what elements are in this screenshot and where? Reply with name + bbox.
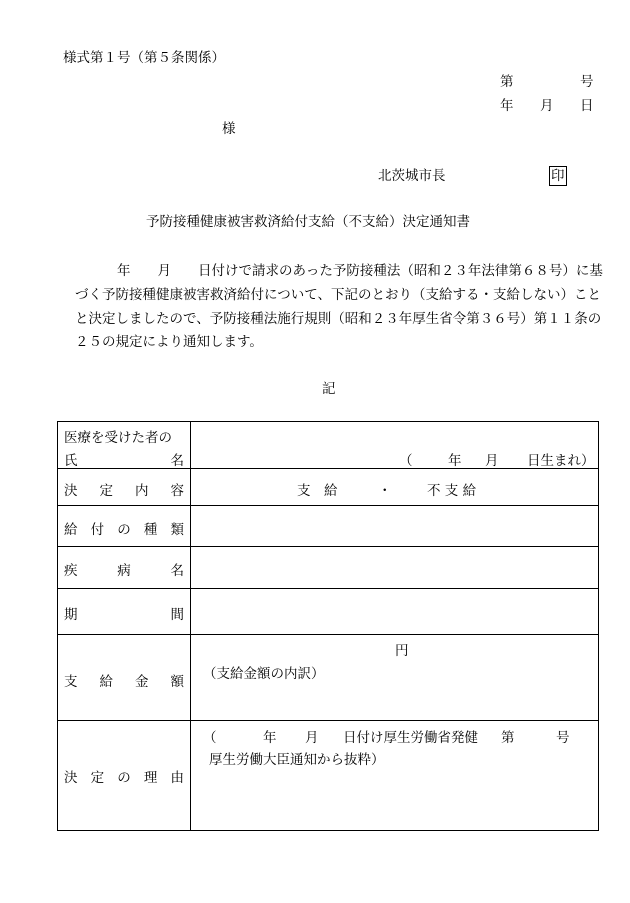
label-amount-chars [58,635,190,690]
row-period [58,589,599,635]
label-benefit-c1: 給 [64,522,78,538]
birth-month: 月 [485,453,499,469]
label-reason-chars [58,721,190,786]
label-amount-c2: 給 [99,674,113,690]
label-period-c2: 間 [170,607,184,623]
label-patient-line2b: 名 [170,453,184,469]
form-number: 様式第１号（第５条関係） [63,50,225,66]
body-line-1: 年 月 日付けで請求のあった予防接種法（昭和２３年法律第６８号）に基 [117,263,603,279]
document-title: 予防接種健康被害救済給付支給（不支給）決定通知書 [146,214,470,230]
value-disease [191,547,599,589]
doc-number-suffix: 号 [580,74,594,90]
reason-line2: 厚生労働大臣通知から抜粋） [209,752,385,768]
row-decision [58,469,599,506]
label-amount-c1: 支 [64,674,78,690]
decision-nopay: 不 支 給 [427,483,477,499]
value-decision [191,469,599,506]
value-reason [191,721,599,831]
addressee-suffix: 様 [222,121,236,137]
decision-separator: ・ [378,483,392,499]
body-line-4: ２５の規定により通知します。 [75,334,263,350]
label-amount-c4: 額 [170,674,184,690]
row-reason [58,721,599,831]
value-patient [191,422,599,469]
reason-go: 号 [556,730,570,746]
seal-text: 印 [551,168,565,184]
ki-heading: 記 [322,381,336,397]
label-benefit-c4: 種 [143,522,158,538]
record-table [57,421,599,831]
label-reason-c3: の [117,770,131,786]
label-benefit-type-chars [58,506,190,538]
decision-pay: 支 給 [297,483,338,499]
label-disease-chars [58,547,190,579]
issuer-name: 北茨城市長 [378,168,446,184]
body-line-2: づく予防接種健康被害救済給付について、下記のとおり（支給する・支給しない）こと [75,287,601,303]
row-disease [58,547,599,589]
row-amount [58,635,599,721]
value-amount [191,635,599,721]
label-benefit-c5: 類 [170,522,184,538]
label-decision-c4: 容 [170,483,184,499]
birth-suffix: 日生まれ） [527,453,595,469]
reason-notice: 日付け厚生労働省発健 [343,730,478,746]
value-benefit-type [191,506,599,547]
date-month: 月 [540,98,554,114]
label-benefit-c3: の [117,522,131,538]
label-period-chars [58,589,190,623]
birth-year: 年 [448,453,462,469]
label-amount [58,635,191,721]
label-patient-line1: 医療を受けた者の [64,430,172,446]
row-benefit-type [58,506,599,547]
label-decision-c2: 定 [99,483,113,499]
label-benefit-c2: 付 [90,522,105,538]
date-day: 日 [580,98,594,114]
doc-number-prefix: 第 [500,74,514,90]
reason-month: 月 [305,730,319,746]
row-patient [58,422,599,469]
label-amount-c3: 金 [135,674,149,690]
date-year: 年 [500,98,514,114]
seal-mark [549,166,567,186]
label-decision-chars [58,469,190,499]
label-disease-c2: 病 [117,563,131,579]
reason-open: （ [203,730,217,746]
label-benefit-type [58,506,191,547]
amount-breakdown: （支給金額の内訳） [203,666,325,682]
label-reason-c1: 決 [64,770,78,786]
body-line-3: と決定しましたので、予防接種法施行規則（昭和２３年厚生省令第３６号）第１１条の [75,311,602,327]
label-reason-c5: 由 [170,770,184,786]
label-decision [58,469,191,506]
birth-open: （ [399,453,413,469]
label-patient [58,422,191,469]
reason-no: 第 [501,730,515,746]
label-disease-c3: 名 [170,563,184,579]
label-patient-line2a: 氏 [64,453,78,469]
amount-yen: 円 [395,643,409,659]
label-disease-c1: 疾 [64,563,78,579]
label-reason-c2: 定 [90,770,105,786]
label-reason [58,721,191,831]
label-disease [58,547,191,589]
reason-year: 年 [263,730,277,746]
label-decision-c3: 内 [135,483,149,499]
label-period-c1: 期 [64,607,78,623]
label-decision-c1: 決 [64,483,78,499]
value-period [191,589,599,635]
label-period [58,589,191,635]
label-reason-c4: 理 [143,770,158,786]
